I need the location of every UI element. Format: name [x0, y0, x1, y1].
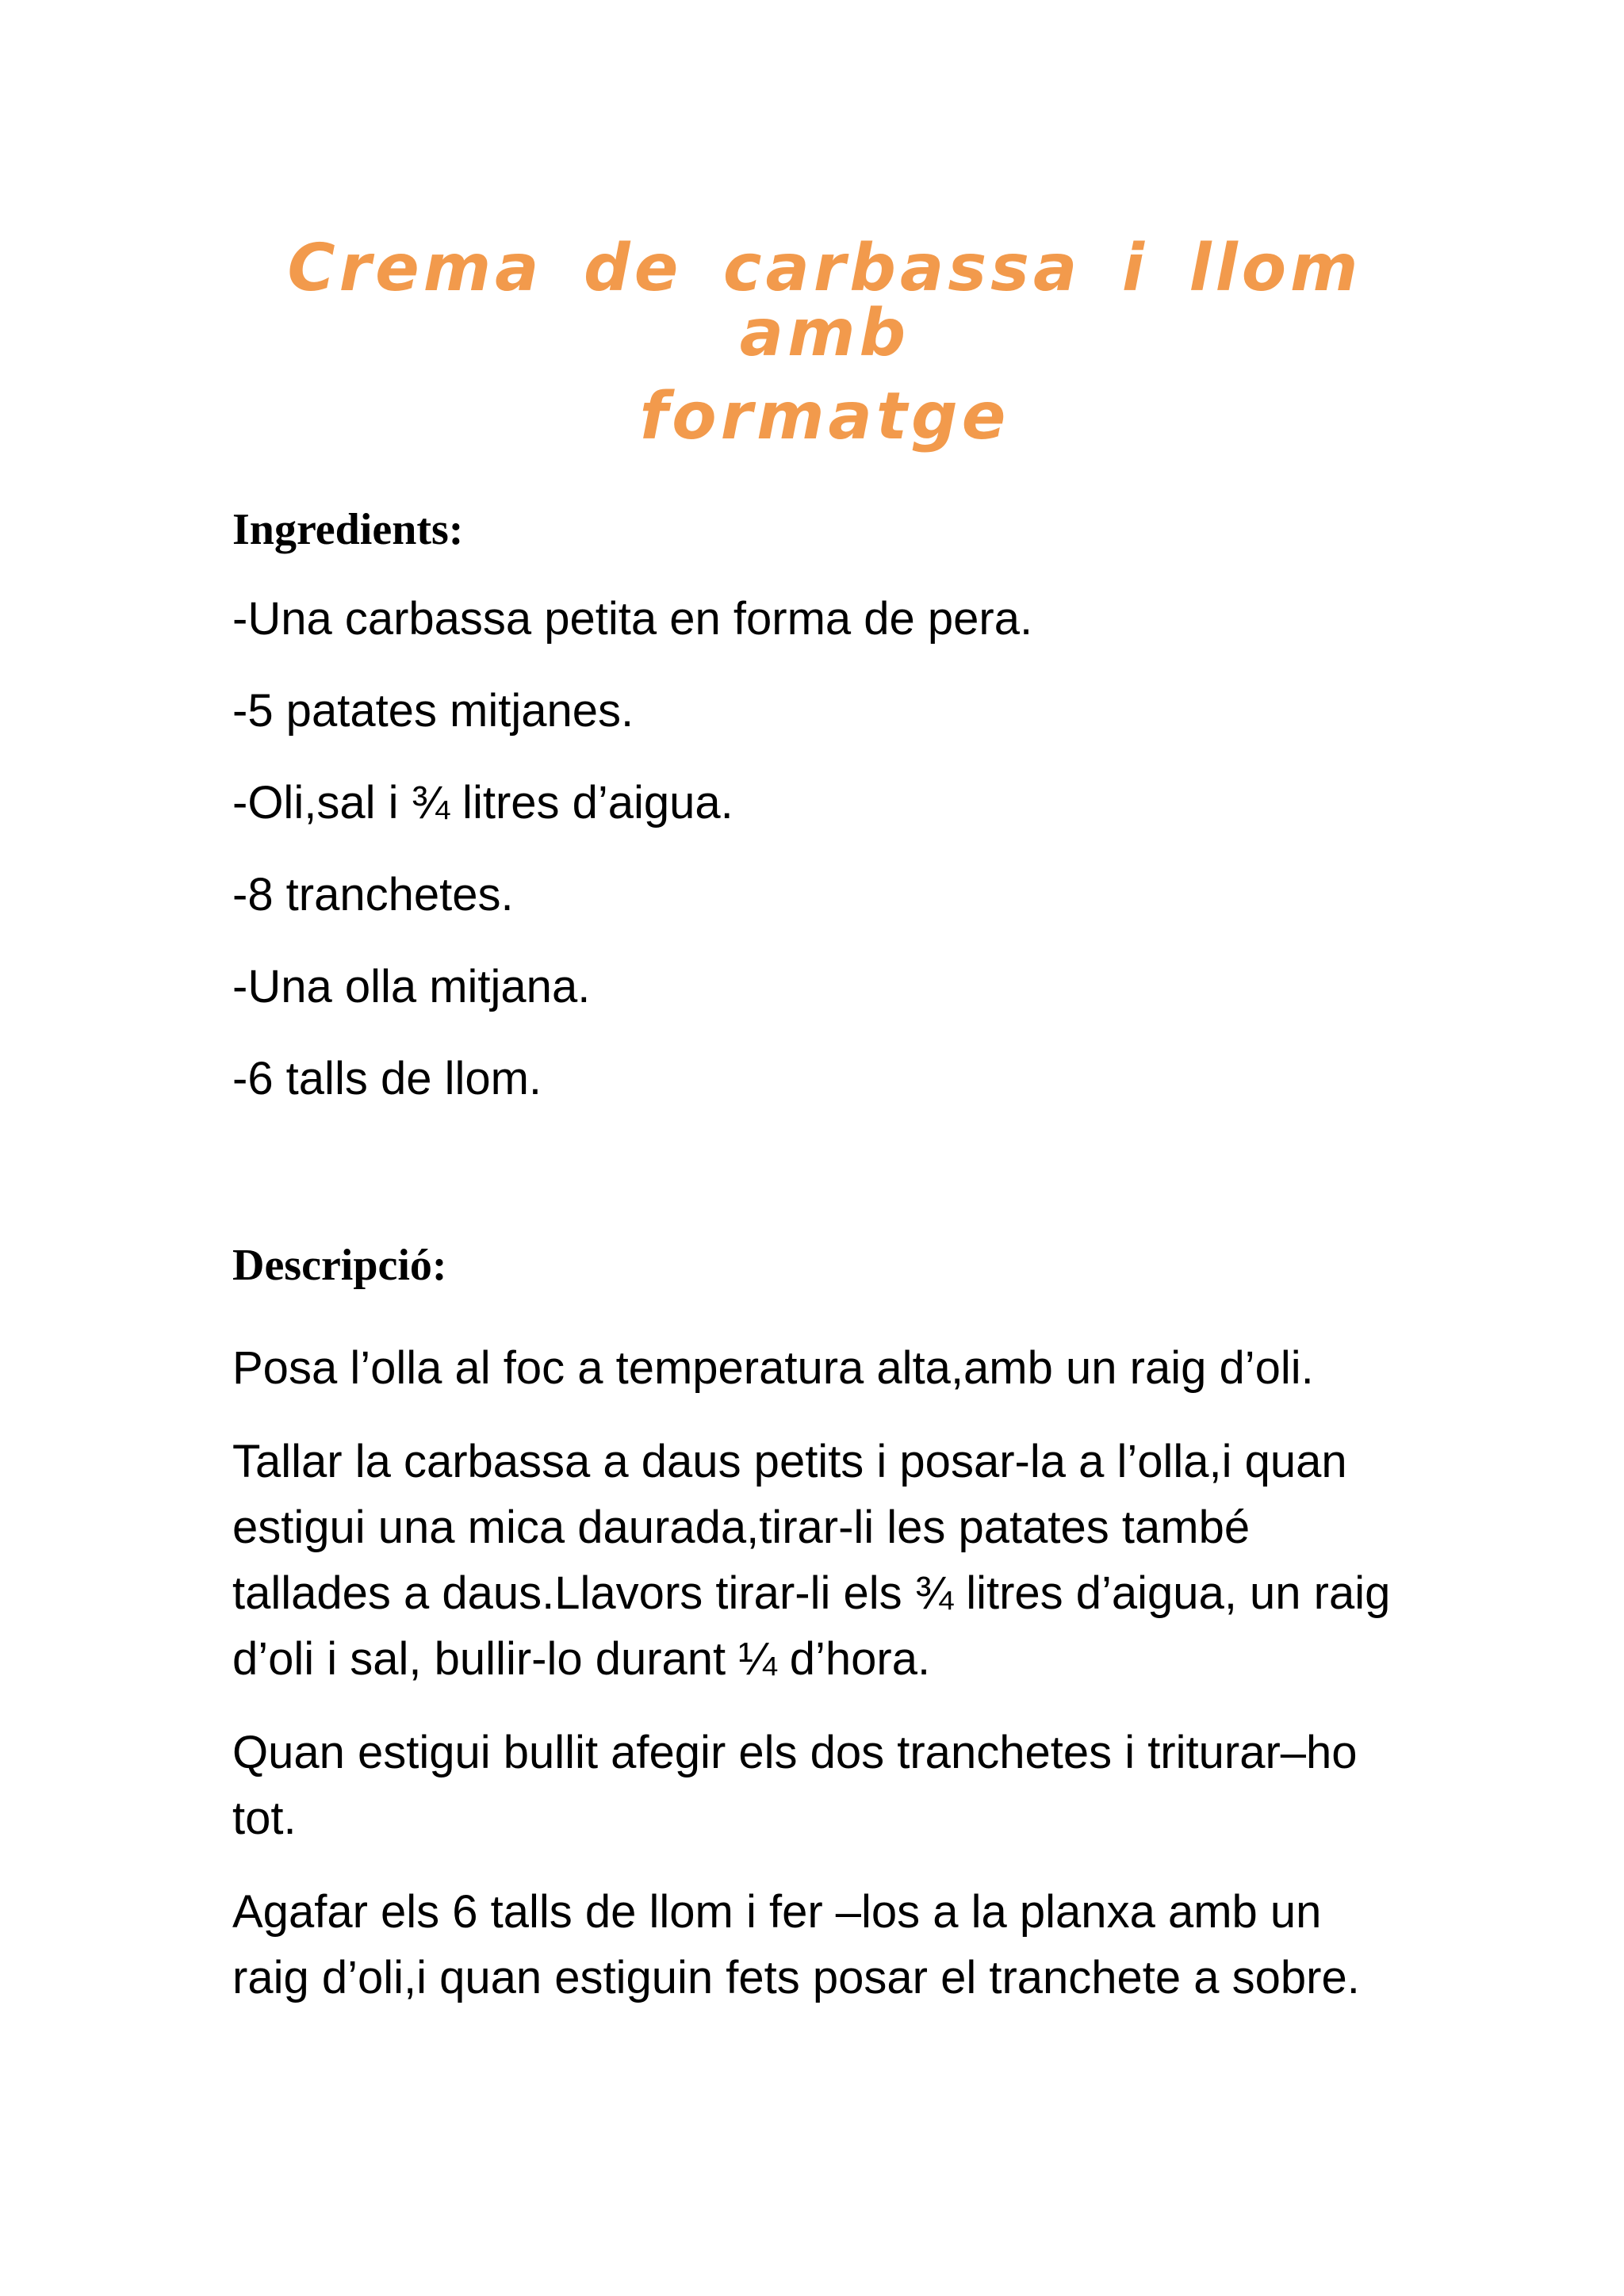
ingredient-item: -Una olla mitjana. [232, 961, 591, 1012]
description-paragraph: Quan estigui bullit afegir els dos tranchetes i triturar–ho tot. [232, 1727, 1358, 1844]
description-paragraph: Agafar els 6 talls de llom i fer –los a la planxa amb un raig d’oli,i quan estiguin fets posar el tranchete a sobre. [232, 1886, 1360, 2003]
ingredient-item: -6 talls de llom. [232, 1053, 542, 1104]
recipe-title-line-2: formatge [639, 379, 1010, 454]
ingredients-list [232, 593, 1033, 1148]
ingredient-item: -Una carbassa petita en forma de pera. [232, 593, 1033, 645]
ingredient-item: -Oli,sal i ¾ litres d’aigua. [232, 777, 733, 828]
ingredient-item: -8 tranchetes. [232, 869, 514, 920]
description-paragraph: Tallar la carbassa a daus petits i posar-la a l’olla,i quan estigui una mica daurada,tirar-li les patates també tallades a daus.Llavors tirar-li els ¾ litres d’aigua, un raig d’oli i sal, bullir-lo durant ¼ d’hora. [232, 1436, 1391, 1685]
ingredient-item: -5 patates mitjanes. [232, 685, 634, 737]
description-heading: Descripció: [232, 1241, 447, 1290]
recipe-title-line-1: Crema de carbassa i llom amb [287, 231, 1362, 371]
description-paragraph: Posa l’olla al foc a temperatura alta,amb un raig d’oli. [232, 1342, 1314, 1394]
ingredients-heading: Ingredients: [232, 505, 464, 554]
description-body [232, 1335, 1406, 2038]
